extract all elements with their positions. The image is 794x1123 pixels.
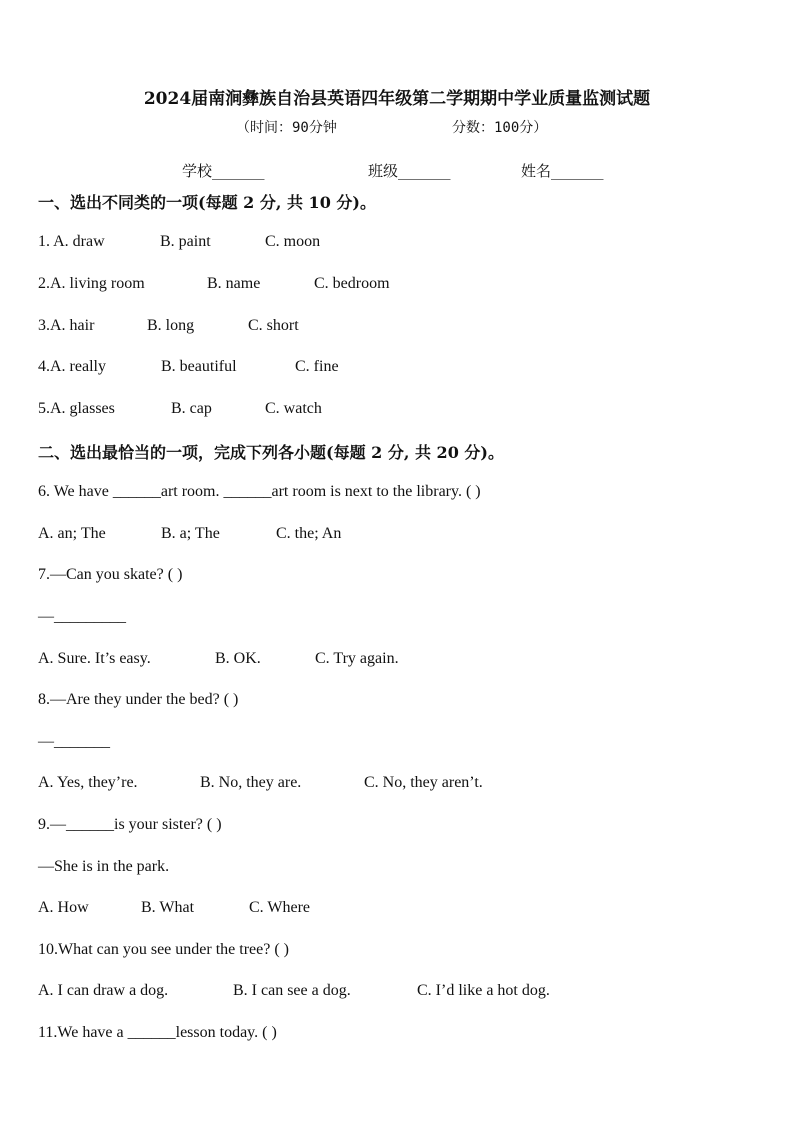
option-b: B. a; The [161,525,220,542]
option-c: C. watch [265,400,322,417]
question-9-options [38,899,311,917]
section2-heading: 二、选出最恰当的一项，完成下列各小题(每题 2 分, 共 20 分)。 [38,443,504,462]
question-9: 9.—______is your sister? ( ) [38,816,222,833]
question-5 [38,400,322,418]
question-7-options [38,650,399,668]
question-8-options [38,774,483,792]
option-b: B. No, they are. [200,774,302,791]
option-c: C. short [248,317,299,334]
option-b: B. paint [160,233,211,250]
question-6: 6. We have ______art room. ______art room is next to the library. ( ) [38,483,481,500]
exam-score: 分数：100分） [452,120,548,136]
option-a: 4.A. really [38,358,106,375]
option-a: A. How [38,899,89,916]
page-title: 2024届南涧彝族自治县英语四年级第二学期期中学业质量监测试题 [143,89,651,109]
class-field: 班级_______ [368,162,451,180]
option-b: B. cap [171,400,212,417]
option-a: A. I can draw a dog. [38,982,169,999]
question-7: 7.—Can you skate? ( ) [38,566,183,583]
option-c: C. moon [265,233,321,250]
question-4 [38,358,339,376]
option-a: 2.A. living room [38,275,145,292]
question-10: 10.What can you see under the tree? ( ) [38,941,289,958]
option-a: A. Yes, they’re. [38,774,138,791]
name-field: 姓名_______ [521,162,604,180]
option-a: 1. A. draw [38,233,105,250]
question-7-blank: —_________ [38,608,126,625]
option-c: C. the; An [276,525,342,542]
option-c: C. Where [249,899,311,916]
option-c: C. fine [295,358,339,375]
question-1 [38,233,321,251]
option-b: B. OK. [215,650,261,667]
option-b: B. beautiful [161,358,237,375]
question-6-options [38,525,342,543]
question-9-answer: —She is in the park. [38,858,170,875]
question-8-blank: —_______ [38,733,110,750]
option-a: 5.A. glasses [38,400,115,417]
option-c: C. bedroom [314,275,390,292]
option-a: A. an; The [38,525,106,542]
exam-time: （时间：90分钟 [236,120,337,136]
question-8: 8.—Are they under the bed? ( ) [38,691,239,708]
option-b: B. long [147,317,195,334]
option-a: 3.A. hair [38,317,95,334]
section1-heading: 一、选出不同类的一项(每题 2 分, 共 10 分)。 [38,193,376,212]
school-field: 学校_______ [182,162,265,180]
option-b: B. What [141,899,195,916]
option-c: C. No, they aren’t. [364,774,483,791]
question-11: 11.We have a ______lesson today. ( ) [38,1024,277,1041]
question-3 [38,317,299,335]
option-a: A. Sure. It’s easy. [38,650,151,667]
option-c: C. Try again. [315,650,399,667]
option-b: B. I can see a dog. [233,982,351,999]
question-2 [38,275,390,293]
option-c: C. I’d like a hot dog. [417,982,550,999]
option-b: B. name [207,275,261,292]
question-10-options [38,982,550,1000]
